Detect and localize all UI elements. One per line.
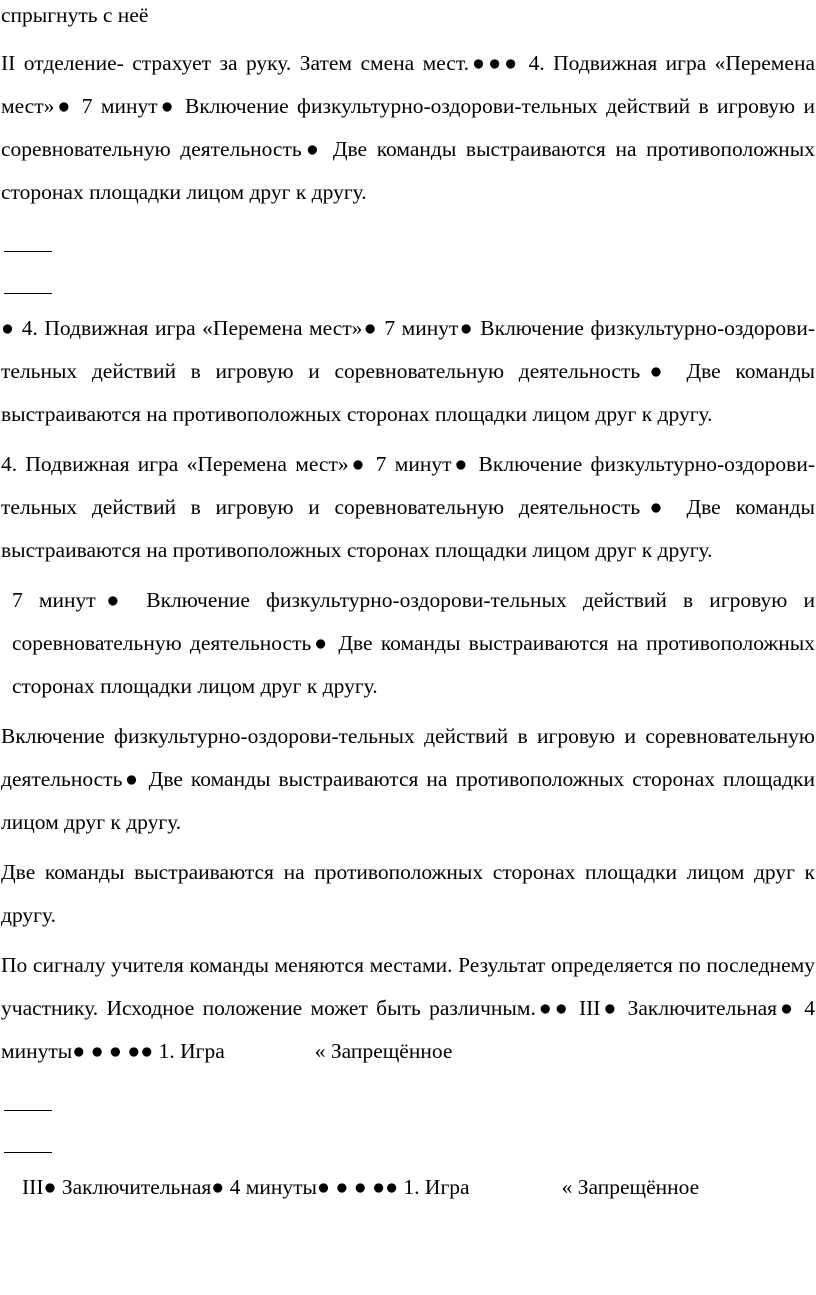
paragraph-2: ● 4. Подвижная игра «Перемена мест»● 7 минут● Включение физкультурно-оздорови-тельных действий в игровую и соревновательную деятельность● Две команды выстраиваются на противоположных сторонах площадки лицом друг к другу. — [1, 316, 815, 426]
paragraph-6: Две команды выстраиваются на противоположных сторонах площадки лицом друг к другу. — [1, 860, 815, 927]
separator-block-2 — [0, 1080, 816, 1166]
paragraph-7-text: По сигналу учителя команды меняются местами. Результат определяется по последнему участнику. Исходное положение может быть различным.●● III● Заключительная● 4 минуты● ● ● ●● 1. Игра — [1, 953, 815, 1063]
separator-line — [4, 1110, 52, 1111]
paragraph-1: II отделение- страхует за руку. Затем смена мест.●●● 4. Подвижная игра «Перемена мест»● 7 минут● Включение физкультурно-оздорови-тельных действий в игровую и соревновательную деятельность● Две команды выстраиваются на противоположных сторонах площадки лицом друг к другу. — [1, 51, 815, 204]
paragraph-8 — [0, 1166, 816, 1209]
separator-line — [4, 251, 52, 252]
paragraph-intro: спрыгнуть с неё — [1, 3, 149, 27]
separator-line — [4, 293, 52, 294]
paragraph-8-tail: « Запрещённое — [561, 1175, 700, 1199]
paragraph-5: Включение физкультурно-оздорови-тельных действий в игровую и соревновательную деятельность● Две команды выстраиваются на противоположных сторонах площадки лицом друг к другу. — [1, 724, 815, 834]
paragraph-7 — [0, 944, 816, 1073]
paragraph-8-text: III● Заключительная● 4 минуты● ● ● ●● 1. Игра — [22, 1175, 470, 1199]
paragraph-7-tail: « Запрещённое — [314, 1039, 453, 1063]
paragraph-3: 4. Подвижная игра «Перемена мест»● 7 минут● Включение физкультурно-оздорови-тельных действий в игровую и соревновательную деятельность● Две команды выстраиваются на противоположных сторонах площадки лицом друг к другу. — [1, 452, 815, 562]
separator-line — [4, 1152, 52, 1153]
paragraph-4: 7 минут● Включение физкультурно-оздорови-тельных действий в игровую и соревновательную деятельность● Две команды выстраиваются на противоположных сторонах площадки лицом друг к другу. — [12, 588, 815, 698]
separator-block-1 — [0, 221, 816, 307]
